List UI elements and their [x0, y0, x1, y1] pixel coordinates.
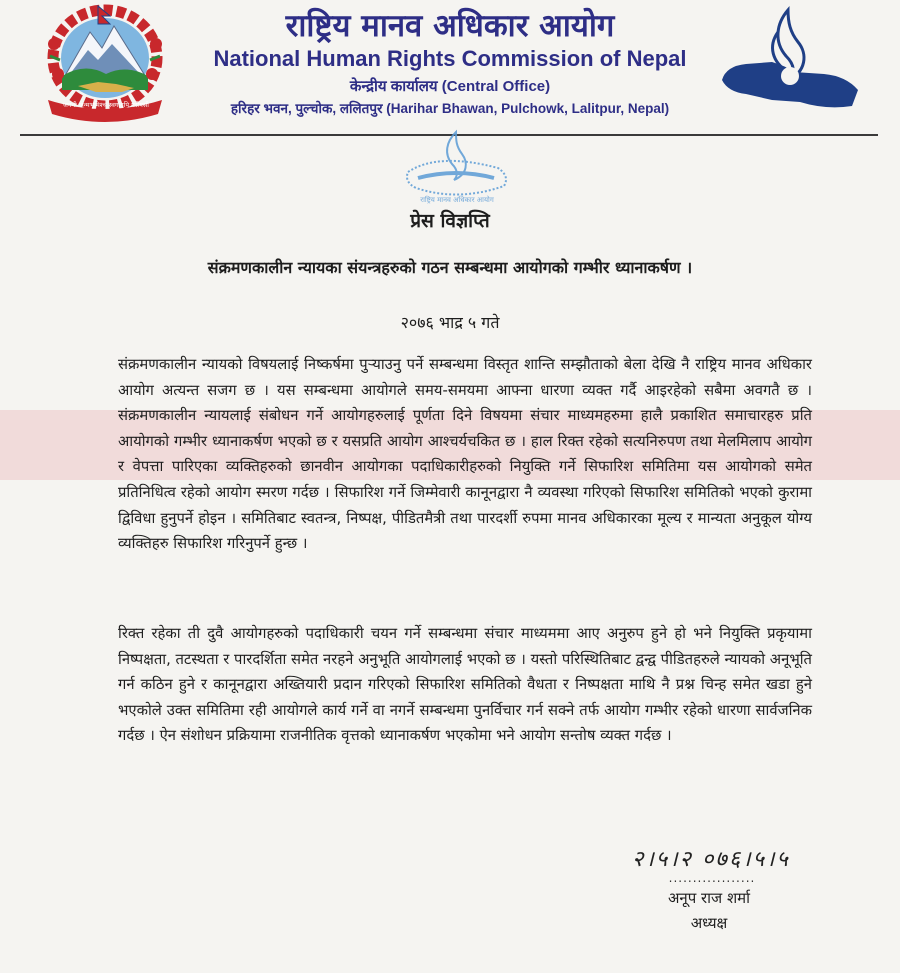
- handwritten-signature: [628, 838, 848, 874]
- commission-name-nepali: राष्ट्रिय मानव अधिकार आयोग: [285, 8, 615, 44]
- body-paragraph-2: रिक्त रहेका ती दुवै आयोगहरुको पदाधिकारी चयन गर्ने सम्बन्धमा संचार माध्यममा आए अनुरुप हुने हो भने नियुक्ति प्रकृयामा निष्पक्षता, तटस्थता र पारदर्शिता समेत नरहने अनुभूति आयोगलाई भएको छ । यस्तो परिस्थितिबाट द्वन्द्व पीडितहरुले न्यायको अनूभूति गर्न कठिन हुने र कानूनद्वारा अख्तियारी प्रदान गरिएको सिफारिश समितिको वैधता र निष्पक्षता माथि नै प्रश्न चिन्ह समेत खडा हुने भएकोले उक्त समितिमा रही आयोगले कार्य गर्ने वा नगर्ने सम्बन्धमा पुनर्विचार गर्न सक्ने तर्फ आयोग गम्भीर रहेको धारणा सार्वजनिक गर्दछ । ऐन संशोधन प्रक्रियामा राजनीतिक वृत्तको ध्यानाकर्षण भएकोमा भने आयोग सन्तोष व्यक्त गर्दछ ।: [118, 625, 812, 745]
- svg-text:राष्ट्रिय मानव अधिकार आयोग: राष्ट्रिय मानव अधिकार आयोग: [420, 196, 494, 204]
- nhrc-flame-map-icon: [716, 2, 864, 120]
- signatory-designation: अध्यक्ष: [690, 914, 728, 932]
- office-name: केन्द्रीय कार्यालय (Central Office): [349, 78, 551, 95]
- official-stamp-icon: [398, 128, 516, 208]
- signature-dotted-line: ..................: [668, 871, 756, 885]
- signatory-name: अनूप राज शर्मा: [667, 889, 751, 907]
- svg-text:२।५।२ ०७६।५।५: २।५।२ ०७६।५।५: [632, 847, 790, 872]
- document-date: २०७६ भाद्र ५ गते: [400, 313, 500, 332]
- document-subject: संक्रमणकालीन न्यायका संयन्त्रहरुको गठन सम्बन्धमा आयोगको गम्भीर ध्यानाकर्षण ।: [207, 258, 693, 277]
- body-paragraph-1: संक्रमणकालीन न्यायको विषयलाई निष्कर्षमा पुर्‍याउनु पर्ने सम्बन्धमा विस्तृत शान्ति सम्झौताको बेला देखि नै राष्ट्रिय मानव अधिकार आयोग अत्यन्त सजग छ । यस सम्बन्धमा आयोगले समय-समयमा आफ्ना धारणा व्यक्त गर्दै आइरहेको सबैमा अवगतै छ । संक्रमणकालीन न्यायलाई संबोधन गर्ने आयोगहरुलाई पूर्णता दिने विषयमा संचार माध्यमहरुमा हालै प्रकाशित समाचारहरु प्रति आयोगको गम्भीर ध्यानाकर्षण भएको छ र यसप्रति आयोग आश्चर्यचकित छ । हाल रिक्त रहेको सत्यनिरुपण तथा मेलमिलाप आयोग र वेपत्ता पारिएका व्यक्तिहरुको छानवीन आयोगका पदाधिकारीहरुको नियुक्ति गर्ने सिफारिश समितिमा यस आयोगको समेत प्रतिनिधित्व रहेको आयोग स्मरण गर्दछ । सिफारिश गर्ने जिम्मेवारी कानूनद्वारा नै व्यवस्था गरिएको सिफारिश समितिको भएको कुरामा द्विविधा हुनुपर्ने होइन । समितिबाट स्वतन्त्र, निष्पक्ष, पीडितमैत्री तथा पारदर्शी रुपमा मानव अधिकारका मूल्य र मान्यता अनुकूल योग्य व्यक्तिहरु सिफारिश गरिनुपर्ने हुन्छ ।: [118, 356, 812, 553]
- emblem-motto: जननी जन्मभूमिश्च स्वर्गादपि गरीयसी: [63, 101, 149, 109]
- commission-name-english: National Human Rights Commission of Nepal: [213, 46, 687, 71]
- document-title: प्रेस विज्ञप्ति: [410, 210, 490, 232]
- office-address: हरिहर भवन, पुल्चोक, ललितपुर (Harihar Bhawan, Pulchowk, Lalitpur, Nepal): [230, 101, 670, 116]
